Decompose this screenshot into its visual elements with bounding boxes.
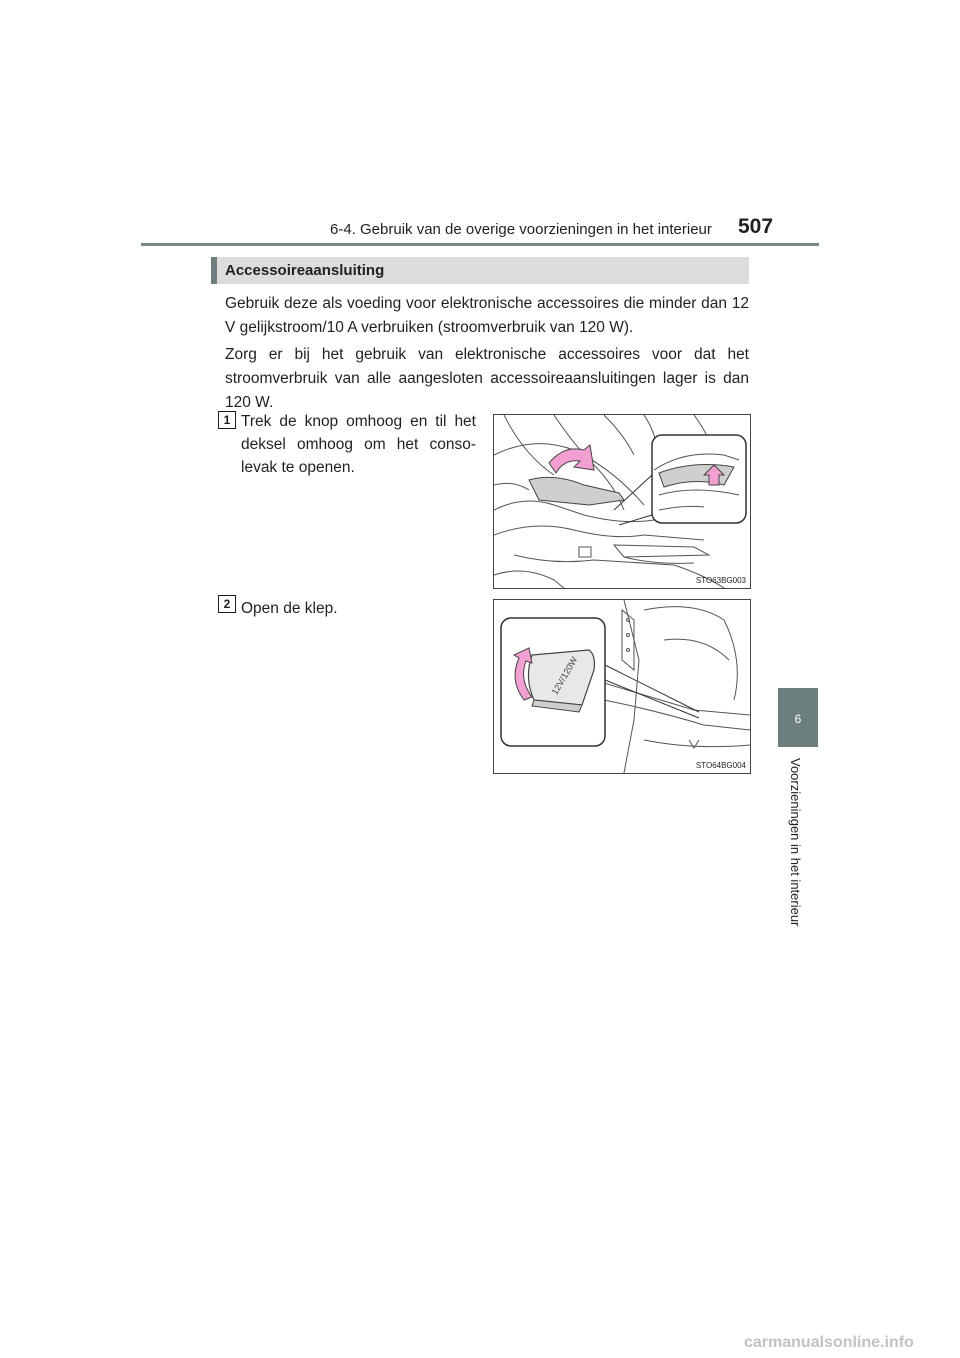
step-number-badge: 1 — [218, 411, 236, 429]
chapter-tab-label: Voorzieningen in het interieur — [788, 758, 803, 927]
console-lid-illustration — [493, 414, 751, 589]
section-heading-accent — [211, 257, 217, 284]
watermark: carmanualsonline.info — [744, 1334, 914, 1351]
header-divider — [141, 243, 819, 246]
step-instruction: Trek de knop omhoog en til het deksel omhoog om het conso-levak te openen. — [241, 413, 476, 476]
cover-label: 12V/120W — [549, 654, 580, 697]
page-number: 507 — [738, 215, 774, 238]
intro-paragraph: Gebruik deze als voeding voor elektronische accessoires die minder dan 12 V gelijkstroom/10 A verbruiken (stroomverbruik van 120 W). — [225, 295, 749, 336]
figure-code: STO64BG004 — [695, 761, 746, 770]
section-title: Accessoireaansluiting — [225, 262, 385, 279]
console-lid-drawing — [494, 415, 750, 588]
step-number-badge: 2 — [218, 595, 236, 613]
figure-code: STO63BG003 — [695, 576, 746, 585]
step-instruction: Open de klep. — [241, 600, 338, 617]
socket-cover-illustration — [493, 599, 751, 774]
warning-paragraph: Zorg er bij het gebruik van elektronische accessoires voor dat het stroomverbruik van alle aangesloten accessoireaansluitingen lager is dan 120 W. — [225, 346, 749, 411]
lift-arrow-icon — [549, 445, 594, 473]
socket-cover-drawing — [494, 600, 750, 773]
chapter-tab-number: 6 — [794, 712, 802, 726]
chapter-title: 6-4. Gebruik van de overige voorzieningen in het interieur — [330, 221, 712, 238]
